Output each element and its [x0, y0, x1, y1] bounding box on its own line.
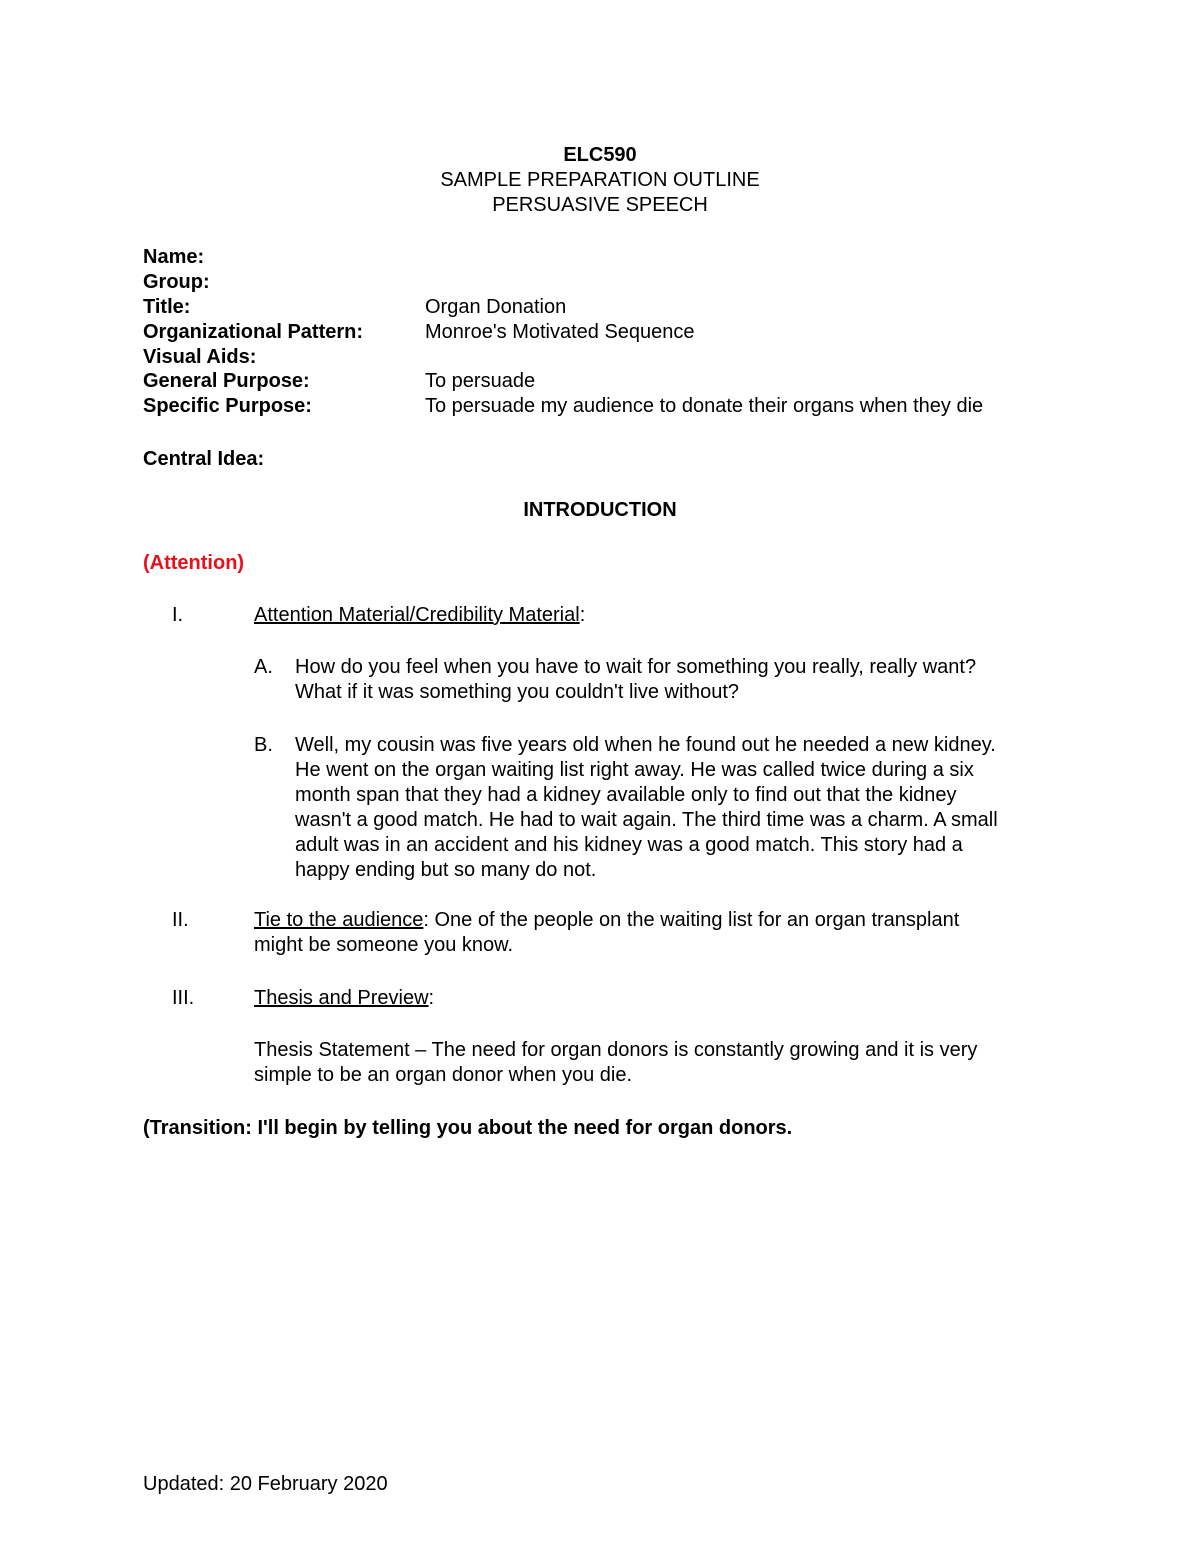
- footer-updated: Updated: 20 February 2020: [143, 1473, 388, 1495]
- thesis-line: Thesis Statement – The need for organ donors is constantly growing and it is very: [254, 1039, 978, 1061]
- field-value-title: Organ Donation: [425, 296, 567, 318]
- item-iii-colon: :: [428, 987, 435, 1009]
- item-i-colon: :: [579, 604, 586, 626]
- field-value-pattern: Monroe's Motivated Sequence: [425, 321, 695, 343]
- item-iii-label: Thesis and Preview: [254, 987, 429, 1009]
- item-i-label: Attention Material/Credibility Material: [254, 604, 580, 626]
- field-label-name: Name:: [143, 246, 205, 268]
- item-b-line: Well, my cousin was five years old when he found out he needed a new kidney.: [295, 734, 996, 756]
- item-b-text: [295, 733, 1075, 883]
- item-i-number: I.: [172, 604, 184, 626]
- field-label-group: Group:: [143, 271, 210, 293]
- item-iii-number: III.: [172, 987, 195, 1009]
- field-value-general-purpose: To persuade: [425, 370, 536, 392]
- item-a-line: What if it was something you couldn't live without?: [295, 681, 740, 703]
- document-subtitle: PERSUASIVE SPEECH: [492, 194, 708, 216]
- item-ii-number: II.: [172, 909, 189, 931]
- item-a-line: How do you feel when you have to wait for something you really, really want?: [295, 656, 977, 678]
- item-b-line: adult was in an accident and his kidney was a good match. This story had a: [295, 834, 963, 856]
- field-label-title: Title:: [143, 296, 191, 318]
- item-a-letter: A.: [254, 656, 273, 678]
- item-ii-label: Tie to the audience: [254, 909, 424, 931]
- item-b-letter: B.: [254, 734, 273, 756]
- thesis-line: simple to be an organ donor when you die.: [254, 1064, 633, 1086]
- item-a-text: [295, 655, 1075, 705]
- field-label-pattern: Organizational Pattern:: [143, 321, 364, 343]
- central-idea-label: Central Idea:: [143, 448, 265, 470]
- thesis-statement: [254, 1038, 1074, 1088]
- transition-text: (Transition: I'll begin by telling you about the need for organ donors.: [143, 1117, 793, 1139]
- course-code: ELC590: [563, 144, 637, 166]
- item-ii-line: [254, 908, 1074, 933]
- item-b-line: happy ending but so many do not.: [295, 859, 597, 881]
- field-label-visual-aids: Visual Aids:: [143, 346, 257, 368]
- field-label-general-purpose: General Purpose:: [143, 370, 310, 392]
- item-iii-heading: [254, 986, 434, 1011]
- item-ii-rest: : One of the people on the waiting list for an organ transplant: [423, 909, 960, 931]
- introduction-heading: INTRODUCTION: [523, 499, 677, 521]
- field-value-specific-purpose: To persuade my audience to donate their organs when they die: [425, 395, 984, 417]
- attention-step-label: (Attention): [143, 552, 245, 574]
- document-title: SAMPLE PREPARATION OUTLINE: [440, 169, 760, 191]
- item-b-line: He went on the organ waiting list right away. He was called twice during a six: [295, 759, 974, 781]
- item-i-heading: [254, 603, 585, 628]
- field-label-specific-purpose: Specific Purpose:: [143, 395, 312, 417]
- item-b-line: month span that they had a kidney available only to find out that the kidney: [295, 784, 957, 806]
- item-b-line: wasn't a good match. He had to wait again. The third time was a charm. A small: [295, 809, 998, 831]
- item-ii-line: might be someone you know.: [254, 934, 514, 956]
- item-ii-text: [254, 908, 1074, 958]
